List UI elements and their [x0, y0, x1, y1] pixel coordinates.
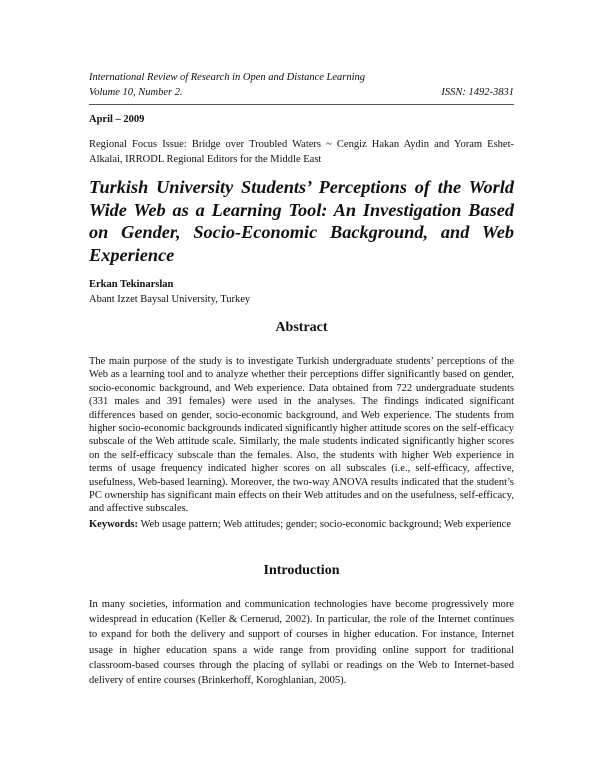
- journal-volume: Volume 10, Number 2.: [89, 87, 183, 98]
- journal-name: International Review of Research in Open and Distance Learning: [89, 72, 366, 83]
- author-affiliation: Abant Izzet Baysal University, Turkey: [89, 294, 251, 305]
- abstract-heading: Abstract: [275, 320, 328, 335]
- header-divider: [89, 104, 514, 105]
- abstract-text: The main purpose of the study is to investigate Turkish undergraduate students’ perceptions of the Web as a learning tool and to analyze whether their perceptions differ significantly based on gender, socio-economic background, and Web experience. Data obtained from 722 undergraduate students (331 males and 391 females) were used in the analyses. The findings indicated significant differences based on gender, socio-economic background, and Web experience. The students from higher socio-economic backgrounds indicated significantly higher attitude scores on the self-efficacy subscale of the Web attitude scale. Similarly, the male students indicated significantly higher scores on the self-efficacy subscale than the females. Also, the students with higher Web experience in terms of usage frequency indicated higher scores on all subscales (i.e., self-efficacy, affective, usefulness, Web-based learning). Moreover, the two-way ANOVA results indicated that the student’s PC ownership has significant main effects on their Web attitudes and on the usefulness, self-efficacy, and affective subscales.: [89, 356, 514, 515]
- keywords-label: Keywords:: [89, 519, 138, 530]
- focus-issue-note: Regional Focus Issue: Bridge over Troubled Waters ~ Cengiz Hakan Aydin and Yoram Eshet-Alkalai, IRRODL Regional Editors for the Middle East: [89, 139, 514, 165]
- introduction-text: In many societies, information and communication technologies have become progressively more widespread in education (Keller & Cernerud, 2002). In particular, the role of the Internet continues to expand for both the delivery and support of courses in higher education. For instance, Internet usage in higher education spans a wide range from providing online support for traditional classroom-based courses through the placing of syllabi or readings on the Web to Internet-based delivery of entire courses (Brinkerhoff, Koroghlanian, 2005).: [89, 599, 514, 687]
- paper-title: Turkish University Students’ Perceptions of the World Wide Web as a Learning Tool: An Investigation Based on Gender, Socio-Economic Background, and Web Experience: [89, 177, 514, 265]
- author-name: Erkan Tekinarslan: [89, 279, 174, 290]
- journal-issn: ISSN: 1492-3831: [441, 87, 514, 98]
- journal-header: [89, 70, 514, 100]
- introduction-heading: Introduction: [263, 563, 340, 578]
- keywords: [89, 517, 514, 532]
- issue-date: April – 2009: [89, 114, 145, 125]
- keywords-text: Web usage pattern; Web attitudes; gender; socio-economic background; Web experience: [140, 519, 512, 530]
